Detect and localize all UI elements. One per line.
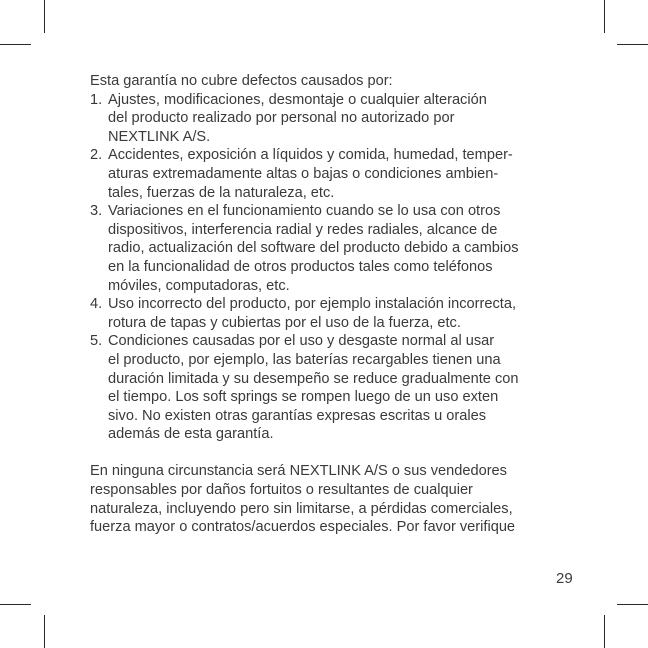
crop-mark-top-left-horizontal xyxy=(0,44,31,45)
list-item-line: Accidentes, exposición a líquidos y comida, humedad, temper- xyxy=(108,147,513,164)
list-item-line: Uso incorrecto del producto, por ejemplo instalación incorrecta, xyxy=(108,296,517,313)
list-item-line: el tiempo. Los soft springs se rompen luego de un uso exten xyxy=(108,389,499,406)
liability-paragraph xyxy=(90,462,560,536)
list-item-line: el producto, por ejemplo, las baterías recargables tienen una xyxy=(108,351,501,368)
list-item-line: móviles, computadoras, etc. xyxy=(108,277,290,294)
crop-mark-bottom-right-horizontal xyxy=(617,604,648,605)
list-item-line: Condiciones causadas por el uso y desgaste normal al usar xyxy=(108,333,495,350)
page-number: 29 xyxy=(556,570,573,587)
list-item-number: 3. xyxy=(90,203,103,220)
list-item-line: duración limitada y su desempeño se reduce gradualmente con xyxy=(108,370,519,387)
list-item xyxy=(90,146,560,202)
list-item-line: Ajustes, modificaciones, desmontaje o cualquier alteración xyxy=(108,91,487,108)
list-item-line: aturas extremadamente altas o bajas o condiciones ambien- xyxy=(108,165,499,182)
crop-mark-bottom-right-vertical xyxy=(604,615,605,648)
list-item-number: 4. xyxy=(90,296,103,313)
list-item xyxy=(90,91,560,147)
list-item-number: 2. xyxy=(90,147,103,164)
list-item xyxy=(90,295,560,332)
list-item-line: NEXTLINK A/S. xyxy=(108,128,211,145)
paragraph-line: responsables por daños fortuitos o resultantes de cualquier xyxy=(90,482,473,499)
paragraph-line: En ninguna circunstancia será NEXTLINK A/S o sus vendedores xyxy=(90,463,507,480)
list-item-line: Variaciones en el funcionamiento cuando se lo usa con otros xyxy=(108,203,501,220)
crop-mark-top-left-vertical xyxy=(44,0,45,33)
list-item-line: en la funcionalidad de otros productos tales como teléfonos xyxy=(108,258,493,275)
paragraph-line: fuerza mayor o contratos/acuerdos especiales. Por favor verifique xyxy=(90,519,516,536)
crop-mark-top-right-vertical xyxy=(604,0,605,33)
crop-mark-top-right-horizontal xyxy=(617,44,648,45)
crop-mark-bottom-left-vertical xyxy=(44,615,45,648)
list-item-line: dispositivos, interferencia radial y redes radiales, alcance de xyxy=(108,221,498,238)
list-item-line: rotura de tapas y cubiertas por el uso de la fuerza, etc. xyxy=(108,314,461,331)
exclusions-list xyxy=(90,91,560,444)
page-body xyxy=(90,72,560,537)
list-item-line: sivo. No existen otras garantías expresas escritas u orales xyxy=(108,407,486,424)
list-item-line: tales, fuerzas de la naturaleza, etc. xyxy=(108,184,335,201)
list-item-number: 5. xyxy=(90,333,103,350)
crop-mark-bottom-left-horizontal xyxy=(0,604,31,605)
list-item-line: además de esta garantía. xyxy=(108,426,274,443)
list-item-line: radio, actualización del software del producto debido a cambios xyxy=(108,240,519,257)
list-item-number: 1. xyxy=(90,91,103,108)
list-item xyxy=(90,332,560,444)
paragraph-line: naturaleza, incluyendo pero sin limitarse, a pérdidas comerciales, xyxy=(90,500,513,517)
list-item xyxy=(90,202,560,295)
intro-text: Esta garantía no cubre defectos causados por: xyxy=(90,73,393,89)
list-item-line: del producto realizado por personal no autorizado por xyxy=(108,110,455,127)
